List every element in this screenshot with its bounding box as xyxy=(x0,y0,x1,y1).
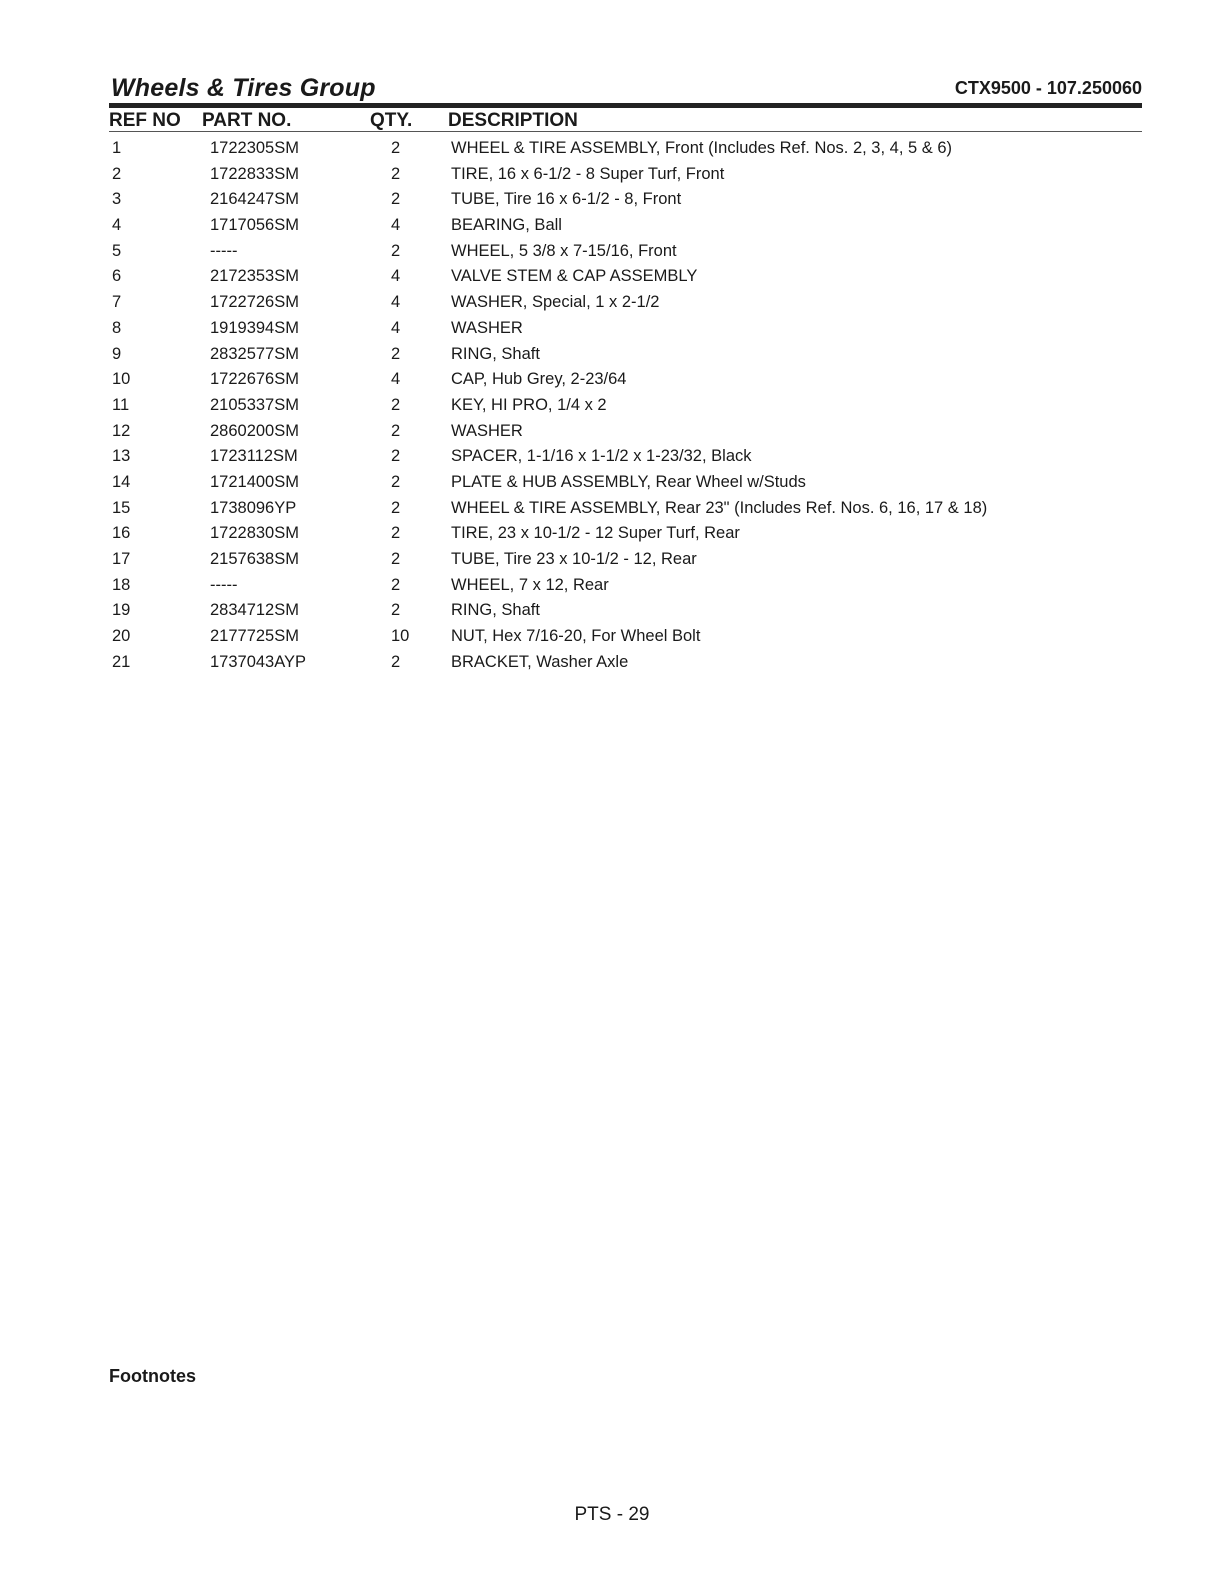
ref-no-cell: 7 xyxy=(112,293,122,312)
qty-cell: 2 xyxy=(391,421,401,440)
ref-no-cell: 3 xyxy=(112,190,122,209)
description-cell: RING, Shaft xyxy=(451,344,540,363)
table-row xyxy=(109,548,1142,574)
table-row xyxy=(109,214,1142,240)
description-cell: PLATE & HUB ASSEMBLY, Rear Wheel w/Studs xyxy=(451,472,806,491)
description-cell: WHEEL & TIRE ASSEMBLY, Rear 23" (Includes Ref. Nos. 6, 16, 17 & 18) xyxy=(451,498,988,517)
header-divider xyxy=(109,103,1142,108)
part-no-cell: ----- xyxy=(210,575,238,594)
table-row xyxy=(109,265,1142,291)
description-cell: TIRE, 23 x 10-1/2 - 12 Super Turf, Rear xyxy=(451,524,740,543)
description-cell: SPACER, 1-1/16 x 1-1/2 x 1-23/32, Black xyxy=(451,447,752,466)
description-cell: BEARING, Ball xyxy=(451,216,562,235)
description-cell: CAP, Hub Grey, 2-23/64 xyxy=(451,370,627,389)
table-row xyxy=(109,188,1142,214)
qty-cell: 4 xyxy=(391,318,401,337)
ref-no-cell: 1 xyxy=(112,139,122,157)
table-row xyxy=(109,445,1142,471)
ref-no-cell: 6 xyxy=(112,267,122,286)
table-row xyxy=(109,651,1142,677)
qty-cell: 2 xyxy=(391,395,401,414)
part-no-cell: 1722833SM xyxy=(210,164,299,183)
part-no-cell: 1919394SM xyxy=(210,318,299,337)
part-no-cell: 2832577SM xyxy=(210,344,299,363)
table-row xyxy=(109,420,1142,446)
table-row xyxy=(109,599,1142,625)
part-no-cell: 2177725SM xyxy=(210,627,299,646)
qty-cell: 2 xyxy=(391,164,401,183)
ref-no-cell: 14 xyxy=(112,472,131,491)
table-row xyxy=(109,137,1142,163)
ref-no-cell: 2 xyxy=(112,164,122,183)
description-cell: RING, Shaft xyxy=(451,601,540,620)
ref-no-cell: 10 xyxy=(112,370,131,389)
ref-no-cell: 4 xyxy=(112,216,122,235)
ref-no-cell: 17 xyxy=(112,550,131,568)
table-row xyxy=(109,317,1142,343)
ref-no-cell: 16 xyxy=(112,524,131,543)
ref-no-cell: 15 xyxy=(112,498,131,517)
part-no-cell: 2860200SM xyxy=(210,421,299,440)
ref-no-cell: 21 xyxy=(112,652,131,671)
qty-cell: 4 xyxy=(391,216,401,235)
description-cell: TIRE, 16 x 6-1/2 - 8 Super Turf, Front xyxy=(451,164,725,183)
part-no-cell: 1722726SM xyxy=(210,293,299,312)
ref-no-cell: 8 xyxy=(112,318,122,337)
qty-cell: 4 xyxy=(391,370,401,389)
table-row xyxy=(109,291,1142,317)
ref-no-cell: 9 xyxy=(112,344,122,363)
ref-no-cell: 20 xyxy=(112,627,131,646)
page-header xyxy=(109,74,1142,104)
part-no-cell: 1717056SM xyxy=(210,216,299,235)
ref-no-cell: 19 xyxy=(112,601,131,620)
ref-no-cell: 13 xyxy=(112,447,131,466)
description-cell: BRACKET, Washer Axle xyxy=(451,652,629,671)
table-row xyxy=(109,240,1142,266)
description-cell: TUBE, Tire 23 x 10-1/2 - 12, Rear xyxy=(451,550,697,568)
qty-cell: 2 xyxy=(391,139,401,157)
qty-cell: 2 xyxy=(391,344,401,363)
part-no-cell: 1721400SM xyxy=(210,472,299,491)
table-row xyxy=(109,394,1142,420)
ref-no-cell: 5 xyxy=(112,241,122,260)
table-row xyxy=(109,343,1142,369)
part-no-cell: 1722305SM xyxy=(210,139,299,157)
qty-cell: 4 xyxy=(391,267,401,286)
model-number: CTX9500 - 107.250060 xyxy=(954,78,1142,98)
qty-cell: 2 xyxy=(391,652,401,671)
qty-cell: 2 xyxy=(391,601,401,620)
table-row xyxy=(109,497,1142,523)
part-no-cell: 1723112SM xyxy=(210,447,298,466)
description-cell: WASHER xyxy=(451,421,523,440)
part-no-cell: 2157638SM xyxy=(210,550,299,568)
part-no-cell: 2834712SM xyxy=(210,601,299,620)
description-cell: WHEEL & TIRE ASSEMBLY, Front (Includes Ref. Nos. 2, 3, 4, 5 & 6) xyxy=(451,139,953,157)
page-title: Wheels & Tires Group xyxy=(111,74,376,102)
table-row xyxy=(109,574,1142,600)
part-no-cell: 1722676SM xyxy=(210,370,299,389)
column-header-part-no: PART NO. xyxy=(202,110,292,131)
column-header-description: DESCRIPTION xyxy=(448,110,578,131)
qty-cell: 2 xyxy=(391,550,401,568)
table-header-divider xyxy=(109,131,1142,132)
qty-cell: 4 xyxy=(391,293,401,312)
part-no-cell: 1722830SM xyxy=(210,524,299,543)
ref-no-cell: 11 xyxy=(112,395,130,414)
part-no-cell: 1737043AYP xyxy=(210,652,307,671)
qty-cell: 2 xyxy=(391,472,401,491)
table-row xyxy=(109,368,1142,394)
part-no-cell: ----- xyxy=(210,241,238,260)
description-cell: WHEEL, 7 x 12, Rear xyxy=(451,575,609,594)
qty-cell: 10 xyxy=(391,627,410,646)
description-cell: TUBE, Tire 16 x 6-1/2 - 8, Front xyxy=(451,190,682,209)
qty-cell: 2 xyxy=(391,498,401,517)
footnotes-heading: Footnotes xyxy=(109,1366,196,1386)
ref-no-cell: 18 xyxy=(112,575,131,594)
parts-table xyxy=(109,137,1142,676)
column-header-qty: QTY. xyxy=(370,110,413,131)
description-cell: NUT, Hex 7/16-20, For Wheel Bolt xyxy=(451,627,701,646)
qty-cell: 2 xyxy=(391,241,401,260)
part-no-cell: 2164247SM xyxy=(210,190,299,209)
qty-cell: 2 xyxy=(391,575,401,594)
part-no-cell: 1738096YP xyxy=(210,498,297,517)
column-header-ref-no: REF NO xyxy=(109,110,181,131)
table-row xyxy=(109,471,1142,497)
description-cell: VALVE STEM & CAP ASSEMBLY xyxy=(451,267,698,286)
ref-no-cell: 12 xyxy=(112,421,131,440)
qty-cell: 2 xyxy=(391,190,401,209)
description-cell: WASHER xyxy=(451,318,523,337)
qty-cell: 2 xyxy=(391,447,401,466)
description-cell: KEY, HI PRO, 1/4 x 2 xyxy=(451,395,607,414)
part-no-cell: 2172353SM xyxy=(210,267,299,286)
table-row xyxy=(109,163,1142,189)
table-row xyxy=(109,625,1142,651)
description-cell: WASHER, Special, 1 x 2-1/2 xyxy=(451,293,660,312)
table-header xyxy=(109,109,1142,131)
page-number: PTS - 29 xyxy=(574,1504,650,1525)
table-row xyxy=(109,522,1142,548)
part-no-cell: 2105337SM xyxy=(210,395,299,414)
description-cell: WHEEL, 5 3/8 x 7-15/16, Front xyxy=(451,241,677,260)
qty-cell: 2 xyxy=(391,524,401,543)
